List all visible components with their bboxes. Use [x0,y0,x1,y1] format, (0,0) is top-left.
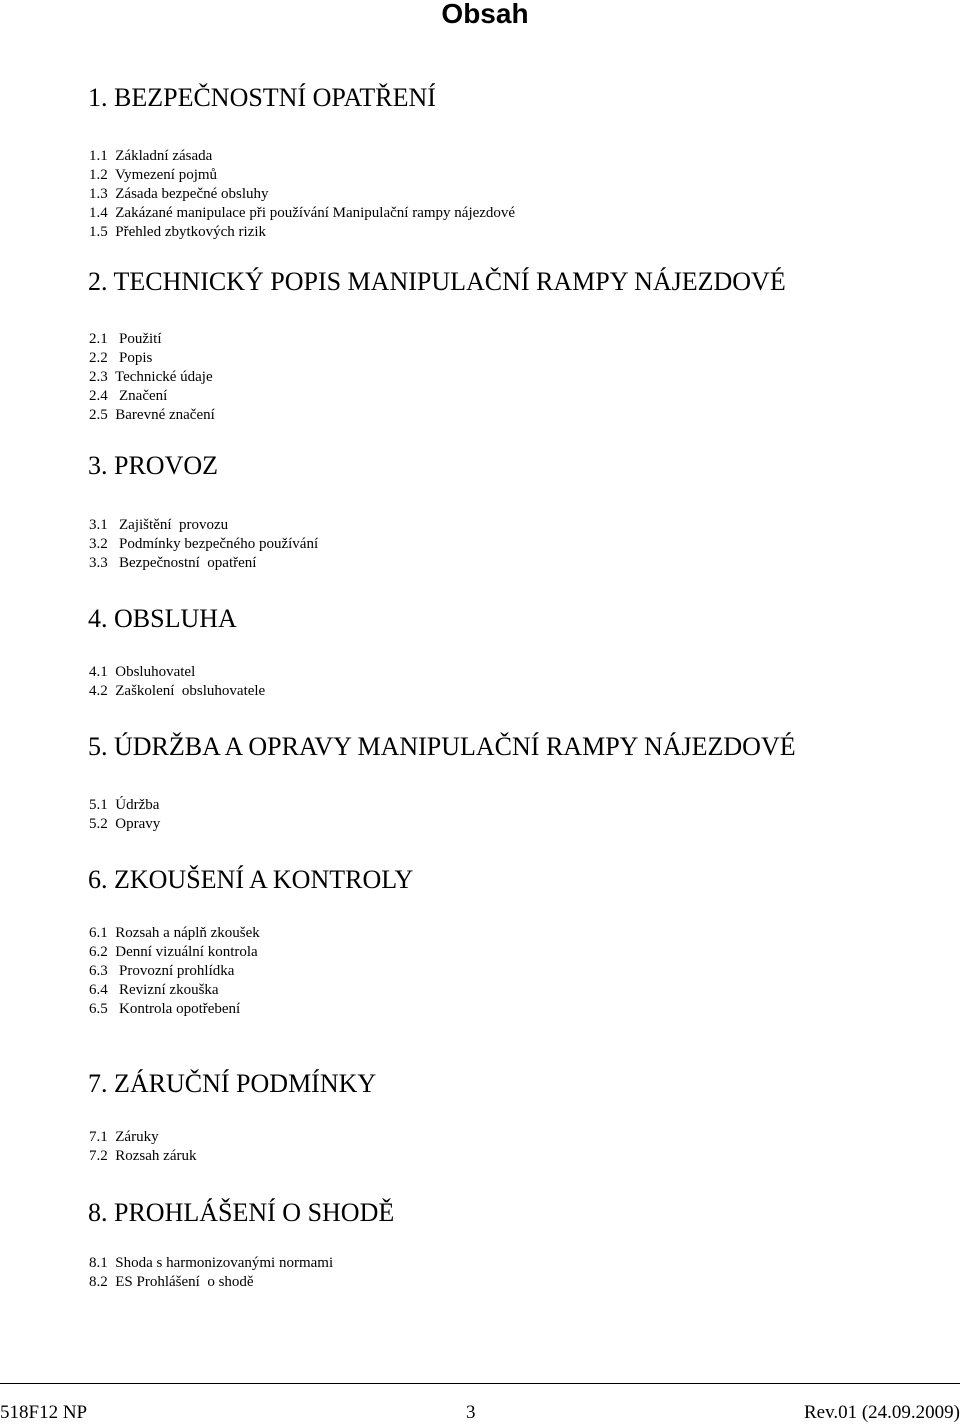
toc-item-2-4: 2.4 Značení [89,388,168,404]
footer-divider [0,1383,960,1384]
toc-item-3-3: 3.3 Bezpečnostní opatření [89,555,257,571]
section-heading-6: 6. ZKOUŠENÍ A KONTROLY [88,865,414,894]
toc-item-2-3: 2.3 Technické údaje [89,369,213,385]
toc-item-6-5: 6.5 Kontrola opotřebení [89,1001,241,1017]
toc-item-4-1: 4.1 Obsluhovatel [89,664,196,680]
footer-doc-code: 518F12 NP [0,1402,88,1423]
toc-item-2-1: 2.1 Použití [89,331,162,347]
section-heading-8: 8. PROHLÁŠENÍ O SHODĚ [88,1198,395,1227]
toc-item-1-1: 1.1 Základní zásada [89,148,213,164]
toc-item-1-4: 1.4 Zakázané manipulace při používání Manipulační rampy nájezdové [89,205,516,221]
toc-item-6-1: 6.1 Rozsah a náplň zkoušek [89,925,260,941]
toc-item-4-2: 4.2 Zaškolení obsluhovatele [89,683,266,699]
toc-item-7-1: 7.1 Záruky [89,1129,159,1145]
toc-item-8-2: 8.2 ES Prohlášení o shodě [89,1274,254,1290]
section-heading-7: 7. ZÁRUČNÍ PODMÍNKY [88,1069,377,1098]
toc-item-1-3: 1.3 Zásada bezpečné obsluhy [89,186,269,202]
toc-item-6-3: 6.3 Provozní prohlídka [89,963,235,979]
section-heading-1: 1. BEZPEČNOSTNÍ OPATŘENÍ [88,83,436,112]
footer-revision: Rev.01 (24.09.2009) [803,1402,960,1423]
toc-item-6-2: 6.2 Denní vizuální kontrola [89,944,258,960]
toc-item-3-1: 3.1 Zajištění provozu [89,517,229,533]
section-heading-4: 4. OBSLUHA [88,604,237,633]
toc-item-6-4: 6.4 Revizní zkouška [89,982,219,998]
footer-page-number: 3 [466,1402,476,1423]
section-heading-5: 5. ÚDRŽBA A OPRAVY MANIPULAČNÍ RAMPY NÁJEZDOVÉ [88,732,796,761]
section-heading-2: 2. TECHNICKÝ POPIS MANIPULAČNÍ RAMPY NÁJEZDOVÉ [88,267,786,296]
toc-item-3-2: 3.2 Podmínky bezpečného používání [89,536,319,552]
toc-item-2-5: 2.5 Barevné značení [89,407,215,423]
toc-item-5-2: 5.2 Opravy [89,816,161,832]
toc-item-1-2: 1.2 Vymezení pojmů [89,167,218,183]
toc-item-7-2: 7.2 Rozsah záruk [89,1148,197,1164]
toc-item-2-2: 2.2 Popis [89,350,153,366]
toc-item-8-1: 8.1 Shoda s harmonizovanými normami [89,1255,334,1271]
section-heading-3: 3. PROVOZ [88,451,219,480]
page-title: Obsah [441,0,529,29]
toc-item-5-1: 5.1 Údržba [89,797,160,813]
toc-item-1-5: 1.5 Přehled zbytkových rizik [89,224,267,240]
